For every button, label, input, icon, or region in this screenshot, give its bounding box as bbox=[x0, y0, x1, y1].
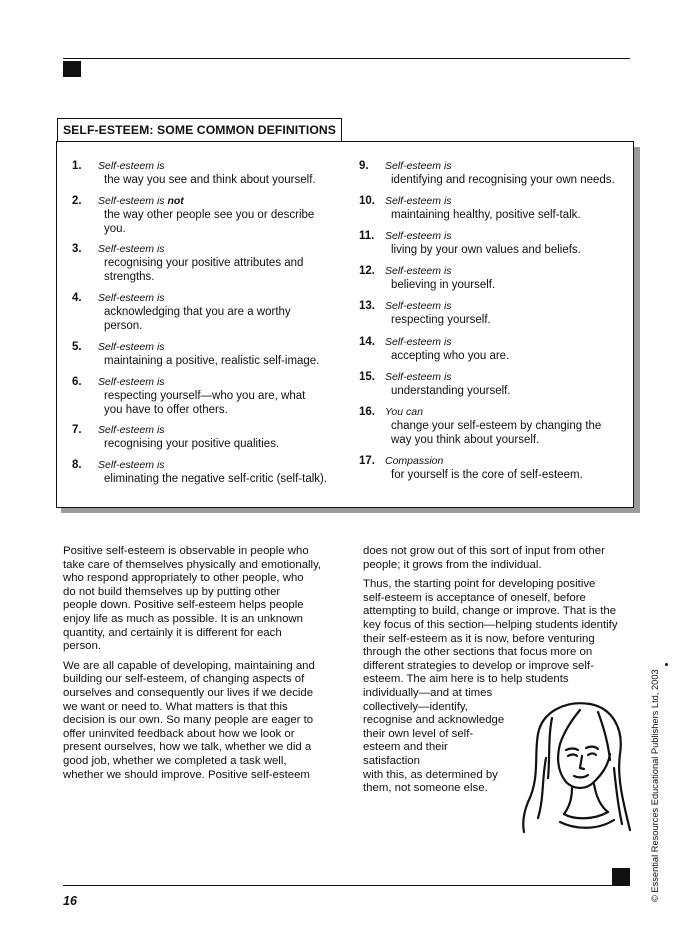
definition-text: respecting yourself. bbox=[391, 314, 491, 326]
definition-number: 7. bbox=[72, 424, 82, 436]
definition-lead: You can bbox=[385, 406, 423, 418]
definition-lead: Self-esteem is bbox=[98, 243, 165, 255]
definition-number: 5. bbox=[72, 341, 82, 353]
definition-number: 16. bbox=[359, 406, 375, 418]
definition-text: identifying and recognising your own needs. bbox=[391, 174, 615, 186]
definition-number: 3. bbox=[72, 243, 82, 255]
top-square-marker bbox=[63, 61, 81, 77]
definition-text: acknowledging that you are a worthy person. bbox=[104, 306, 291, 332]
definition-number: 1. bbox=[72, 160, 82, 172]
body-paragraph: We are all capable of developing, maintaining and building our self-esteem, of changing aspects of ourselves and consequently our lives if we decide we want or need to. What matters is that this decision is our own. So many people are eager to offer uninvited feedback about how we look or present ourselves, how we talk, whether we did a good job, whether we completed a task well, whether we should improve. Positive self-esteem bbox=[63, 659, 315, 781]
definition-text: believing in yourself. bbox=[391, 279, 496, 291]
body-column-1 bbox=[63, 545, 325, 788]
definition-lead: Self-esteem is bbox=[98, 376, 165, 388]
definition-emphasis: not bbox=[167, 195, 184, 207]
definition-text: respecting yourself—who you are, what you have to offer others. bbox=[104, 390, 306, 416]
definition-lead: Self-esteem is bbox=[385, 230, 452, 242]
definition-number: 2. bbox=[72, 195, 82, 207]
definition-lead: Self-esteem is bbox=[385, 265, 452, 277]
definition-text: eliminating the negative self-critic (self-talk). bbox=[104, 473, 328, 485]
definition-lead: Compassion bbox=[385, 455, 444, 467]
definitions-box bbox=[56, 141, 634, 508]
body-paragraph: does not grow out of this sort of input from other people; it grows from the individual. bbox=[363, 545, 605, 571]
definition-text: the way you see and think about yourself. bbox=[104, 174, 316, 186]
definition-text: the way other people see you or describe you. bbox=[104, 209, 315, 235]
definition-lead: Self-esteem is bbox=[98, 341, 165, 353]
definition-number: 10. bbox=[359, 195, 375, 207]
definition-lead: Self-esteem is bbox=[98, 160, 165, 172]
definition-number: 8. bbox=[72, 459, 82, 471]
definition-lead: Self-esteem is not bbox=[98, 195, 184, 207]
definition-lead: Self-esteem is bbox=[385, 195, 452, 207]
definition-number: 17. bbox=[359, 455, 375, 467]
definition-text: recognising your positive attributes and strengths. bbox=[104, 257, 304, 283]
definition-number: 12. bbox=[359, 265, 375, 277]
bottom-square-marker bbox=[612, 868, 630, 885]
definition-number: 11. bbox=[359, 230, 375, 242]
definition-number: 9. bbox=[359, 160, 369, 172]
definition-lead: Self-esteem is bbox=[385, 300, 452, 312]
definition-lead: Self-esteem is bbox=[98, 424, 165, 436]
definition-number: 14. bbox=[359, 336, 375, 348]
girl-illustration bbox=[520, 698, 632, 835]
top-rule bbox=[63, 58, 630, 59]
definition-text: understanding yourself. bbox=[391, 385, 511, 397]
definition-lead: Self-esteem is bbox=[98, 292, 165, 304]
body-paragraph: Positive self-esteem is observable in people who take care of themselves physically and emotionally, who respond appropriately to other people, who do not build themselves up by putting other people down. Positive self-esteem helps people enjoy life as much as possible. It is an unknown quantity, and certainly it is different for each person. bbox=[63, 545, 322, 653]
definition-number: 4. bbox=[72, 292, 82, 304]
definition-number: 13. bbox=[359, 300, 375, 312]
definition-text: living by your own values and beliefs. bbox=[391, 244, 581, 256]
page-number: 16 bbox=[63, 894, 77, 908]
footer-rule bbox=[63, 885, 630, 886]
definition-text: maintaining a positive, realistic self-image. bbox=[104, 355, 320, 367]
copyright-dot bbox=[665, 663, 668, 666]
definition-lead: Self-esteem is bbox=[385, 160, 452, 172]
definition-text: accepting who you are. bbox=[391, 350, 510, 362]
definition-lead: Self-esteem is bbox=[385, 371, 452, 383]
definition-lead: Self-esteem is bbox=[385, 336, 452, 348]
definition-text: recognising your positive qualities. bbox=[104, 438, 280, 450]
section-title: SELF-ESTEEM: SOME COMMON DEFINITIONS bbox=[57, 118, 342, 142]
definition-text: maintaining healthy, positive self-talk. bbox=[391, 209, 581, 221]
body-paragraph: Thus, the starting point for developing positive self-esteem is acceptance of oneself, before attempting to build, change or improve. That is the key focus of this section—helping students identify their self-esteem as it is now, before venturing through the other sections that focus more on different strategies to develop or improve self- esteem. The aim here is to help students bbox=[363, 578, 618, 686]
definition-text: for yourself is the core of self-esteem. bbox=[391, 469, 583, 481]
definition-lead: Self-esteem is bbox=[98, 459, 165, 471]
definition-number: 6. bbox=[72, 376, 82, 388]
definition-number: 15. bbox=[359, 371, 375, 383]
copyright-notice: © Essential Resources Educational Publishers Ltd, 2003 bbox=[650, 669, 660, 902]
definition-text: change your self-esteem by changing the way you think about yourself. bbox=[391, 420, 602, 446]
body-column-2-wrapped-text: individually—and at times collectively—identify, recognise and acknowledge their own level of self- esteem and their satisfaction with this, as determined by them, not someone else. bbox=[363, 686, 505, 795]
